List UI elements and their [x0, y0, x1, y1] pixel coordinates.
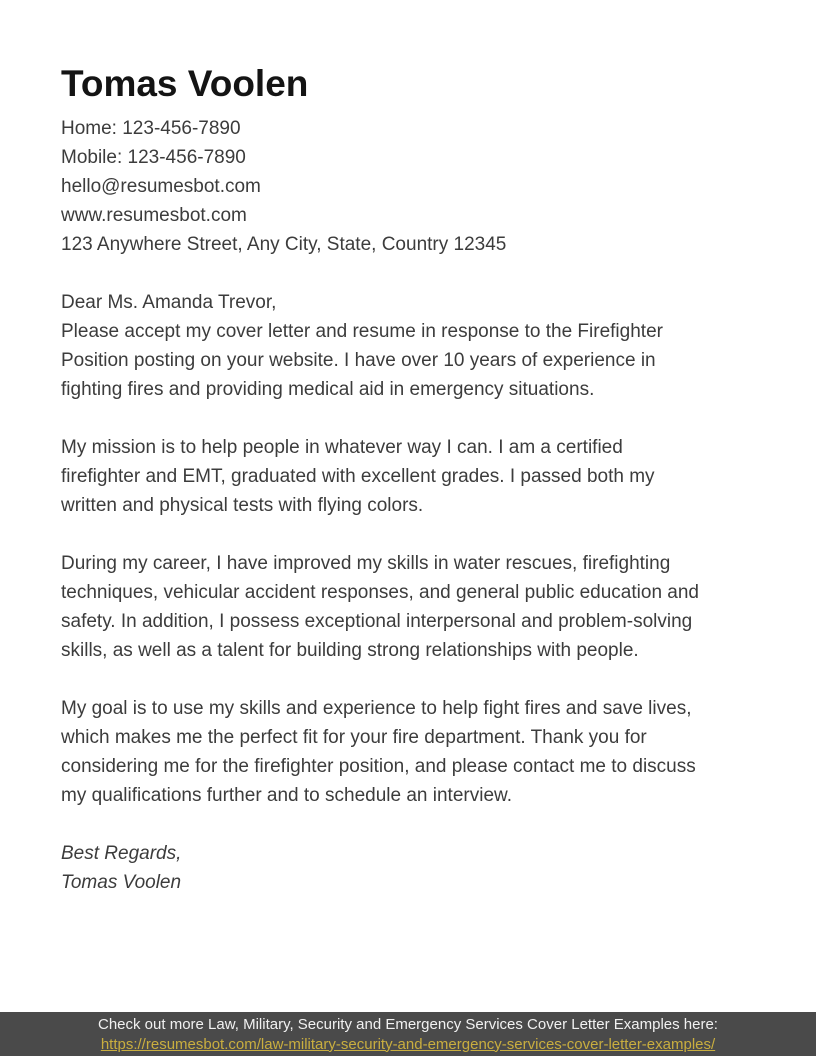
salutation: Dear Ms. Amanda Trevor,	[61, 292, 277, 313]
footer-promo-text: Check out more Law, Military, Security and Emergency Services Cover Letter Examples here:	[98, 1015, 718, 1033]
footer-examples-link[interactable]: https://resumesbot.com/law-military-security-and-emergency-services-cover-letter-examples/	[100, 1035, 716, 1053]
body-paragraph-2: My mission is to help people in whatever way I can. I am a certified firefighter and EMT, graduated with excellent grades. I passed both my written and physical tests with flying colors.	[61, 437, 655, 516]
body-paragraph-1: Please accept my cover letter and resume in response to the Firefighter Position posting on your website. I have over 10 years of experience in fighting fires and providing medical aid in emergency situations.	[61, 321, 663, 400]
closing-phrase: Best Regards,	[61, 843, 182, 864]
contact-mobile-phone: Mobile: 123-456-7890	[61, 147, 246, 168]
closing-block	[61, 839, 706, 897]
contact-email: hello@resumesbot.com	[61, 176, 261, 197]
contact-block	[61, 114, 706, 259]
body-paragraph-4: My goal is to use my skills and experience to help fight fires and save lives, which makes me the perfect fit for your fire department. Thank you for considering me for the firefighter position, and please contact me to discuss my qualifications further and to schedule an interview.	[61, 698, 696, 806]
contact-home-phone: Home: 123-456-7890	[61, 118, 241, 139]
contact-address: 123 Anywhere Street, Any City, State, Country 12345	[61, 234, 507, 255]
contact-website: www.resumesbot.com	[61, 205, 247, 226]
footer-bar	[0, 1012, 816, 1056]
body-paragraph-3: During my career, I have improved my skills in water rescues, firefighting techniques, vehicular accident responses, and general public education and safety. In addition, I possess exceptional interpersonal and problem-solving skills, as well as a talent for building strong relationships with people.	[61, 553, 699, 661]
sender-name-title: Tomas Voolen	[61, 63, 309, 104]
signature-name: Tomas Voolen	[61, 872, 182, 893]
